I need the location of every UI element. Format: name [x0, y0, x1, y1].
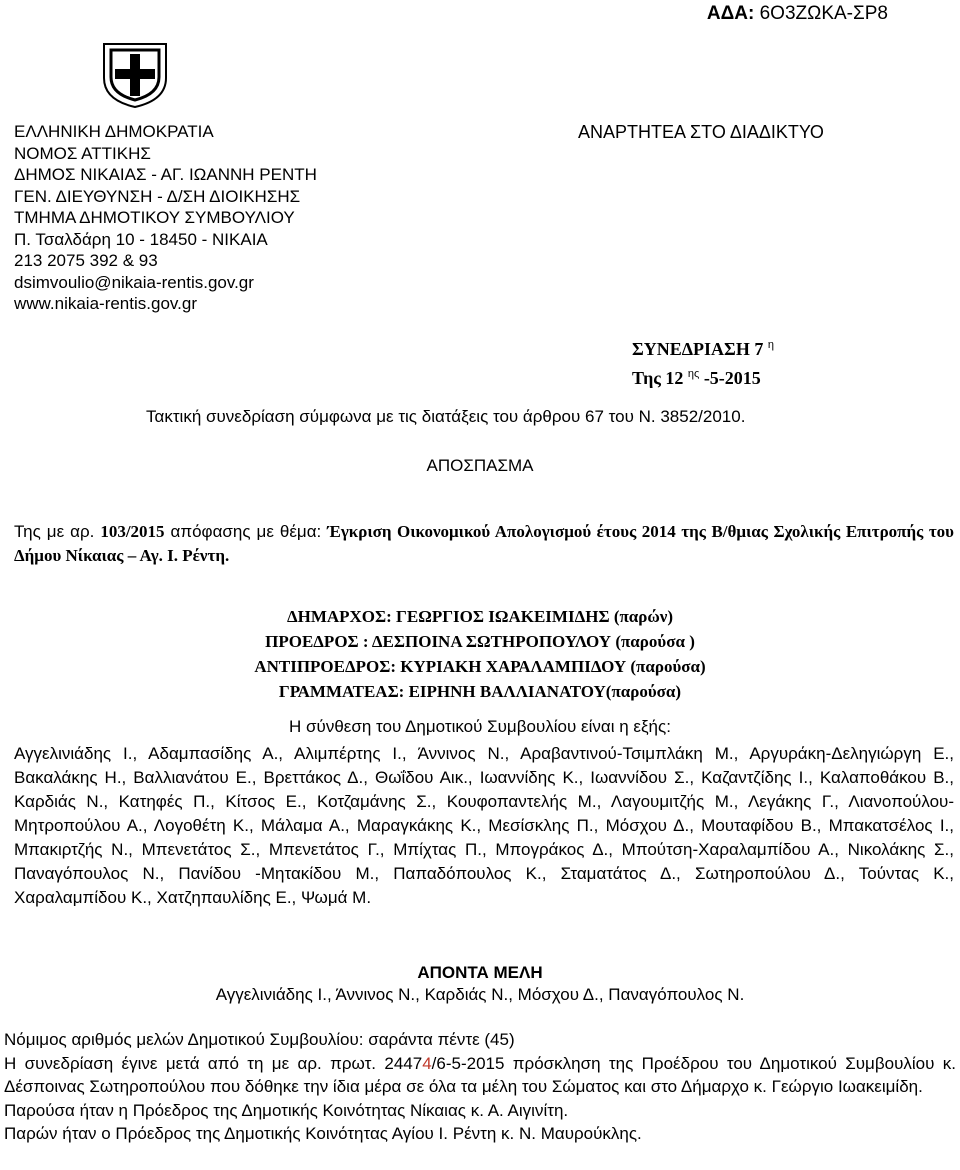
invitation-paragraph: Η συνεδρίαση έγινε μετά από τη με αρ. πρωτ. 24474/6-5-2015 πρόσκληση της Προέδρου του Δημοτικού Συμβουλίου κ. Δέσποινας Σωτηροπούλου που δόθηκε την ίδια μέρα σε όλα τα μέλη του Σώματος και στο Δήμαρχο κ. Γεώργιο Ιωακειμίδη.	[4, 1053, 956, 1096]
council-members-list: Αγγελινιάδης Ι., Αδαμπασίδης Α., Αλιμπέρτης Ι., Άννινος Ν., Αραβαντινού-Τσιμπλάκη Μ., Αργυράκη-Δεληγιώργη Ε., Βακαλάκης Η., Βαλλιανάτου Ε., Βρεττάκος Δ., Θωΐδου Αικ., Ιωαννίδης Κ., Ιωαννίδου Σ., Καζαντζίδης Ι., Καλαποθάκου Β., Καρδιάς Ν., Κατηφές Π., Κίτσος Ε., Κοτζαμάνης Σ., Κουφοπαντελής Μ., Λαγουμιτζής Μ., Λεγάκης Γ., Λιανοπούλου-Μητροπούλου Α., Λογοθέτη Κ., Μάλαμα Α., Μαραγκάκης Κ., Μεσίσκλης Π., Μόσχου Δ., Μουταφίδου Β., Μπακατσέλος Ι., Μπακιρτζής Ν., Μπενετάτος Σ., Μπενετάτος Γ., Μπίχτας Π., Μπογράκος Δ., Μπούτση-Χαραλαμπίδου Α., Νικολάκης Σ., Παναγόπουλος Ν., Πανίδου -Μητακίδου Μ., Παπαδόπουλος Κ., Σταματάτος Δ., Σωτηροπούλου Δ., Τούντας Κ., Χαραλαμπίδου Κ., Χατζηπαυλίδης Ε., Ψωμά Μ.	[14, 744, 954, 907]
greek-coat-of-arms-emblem	[98, 40, 172, 110]
community-president-rentis: Παρών ήταν ο Πρόεδρος της Δημοτικής Κοινότητας Αγίου Ι. Ρέντη κ. Ν. Μαυρούκλης.	[4, 1124, 642, 1143]
absent-members-title: ΑΠΟΝΤΑ ΜΕΛΗ	[417, 963, 543, 982]
vice-president-line: ΑΝΤΙΠΡΟΕΔΡΟΣ: ΚΥΡΙΑΚΗ ΧΑΡΑΛΑΜΠΙΔΟΥ (παρούσα)	[254, 657, 706, 676]
issuer-line: Π. Τσαλδάρη 10 - 18450 - ΝΙΚΑΙΑ	[14, 229, 268, 249]
issuer-line: ΕΛΛΗΝΙΚΗ ΔΗΜΟΚΡΑΤΙΑ	[14, 122, 214, 141]
session-heading	[632, 333, 774, 391]
session-number: ΣΥΝΕΔΡΙΑΣΗ 7 $^\eta$	[632, 339, 774, 359]
presiding-officials	[0, 604, 960, 704]
issuer-line: ΓΕΝ. ΔΙΕΥΘΥΝΣΗ - Δ/ΣΗ ΔΙΟΙΚΗΣΗΣ	[14, 186, 301, 206]
ada-code	[707, 3, 888, 25]
decision-number: 103/2015	[100, 522, 165, 541]
ordinary-session-note: Τακτική συνεδρίαση σύμφωνα με τις διατάξεις του άρθρου 67 του Ν. 3852/2010.	[146, 407, 746, 426]
session-date: Της 12 $^{\eta\varsigma}$ -5-2015	[632, 368, 761, 388]
community-president-nikaia: Παρούσα ήταν η Πρόεδρος της Δημοτικής Κοινότητας Νίκαιας κ. Α. Αιγινίτη.	[4, 1100, 569, 1120]
president-line: ΠΡΟΕΔΡΟΣ : ΔΕΣΠΟΙΝΑ ΣΩΤΗΡΟΠΟΥΛΟΥ (παρούσα )	[265, 632, 695, 651]
ada-value: 6Ο3ΖΩΚΑ-ΣΡ8	[759, 3, 888, 24]
issuer-line: 213 2075 392 & 93	[14, 251, 158, 270]
publish-online-notice: ΑΝΑΡΤΗΤΕΑ ΣΤΟ ΔΙΑΔΙΚΤΥΟ	[578, 122, 824, 142]
session-notes	[4, 1028, 956, 1146]
issuer-email: dsimvoulio@nikaia-rentis.gov.gr	[14, 272, 254, 292]
issuer-line: ΔΗΜΟΣ ΝΙΚΑΙΑΣ - ΑΓ. ΙΩΑΝΝΗ ΡΕΝΤΗ	[14, 165, 317, 184]
issuer-line: ΤΜΗΜΑ ΔΗΜΟΤΙΚΟΥ ΣΥΜΒΟΥΛΙΟΥ	[14, 208, 295, 227]
extract-title: ΑΠΟΣΠΑΣΜΑ	[426, 456, 534, 475]
council-composition-title: Η σύνθεση του Δημοτικού Συμβουλίου είναι η εξής:	[289, 717, 671, 736]
decision-subject-text: Έγκριση Οικονομικού Απολογισμού έτους 2014 της Β/θμιας Σχολικής Επιτροπής του Δήμου Νίκαιας – Αγ. Ι. Ρέντη.	[14, 522, 954, 565]
issuer-website: www.nikaia-rentis.gov.gr	[14, 294, 197, 313]
ada-label: ΑΔΑ:	[706, 3, 755, 24]
secretary-line: ΓΡΑΜΜΑΤΕΑΣ: ΕΙΡΗΝΗ ΒΑΛΛΙΑΝΑΤΟΥ(παρούσα)	[278, 682, 682, 701]
absent-members-list: Αγγελινιάδης Ι., Άννινος Ν., Καρδιάς Ν., Μόσχου Δ., Παναγόπουλος Ν.	[215, 985, 745, 1004]
quorum-line: Νόμιμος αριθμός μελών Δημοτικού Συμβουλίου: σαράντα πέντε (45)	[4, 1030, 515, 1049]
mayor-line: ΔΗΜΑΡΧΟΣ: ΓΕΩΡΓΙΟΣ ΙΩΑΚΕΙΜΙΔΗΣ (παρών)	[286, 607, 674, 626]
decision-subject: Της με αρ. 103/2015 απόφασης με θέμα: Έγκριση Οικονομικού Απολογισμού έτους 2014 της Β/θμιας Σχολικής Επιτροπής του Δήμου Νίκαιας – Αγ. Ι. Ρέντη.	[14, 522, 954, 565]
issuer-line: ΝΟΜΟΣ ΑΤΤΙΚΗΣ	[14, 143, 151, 163]
issuer-header	[14, 121, 317, 315]
